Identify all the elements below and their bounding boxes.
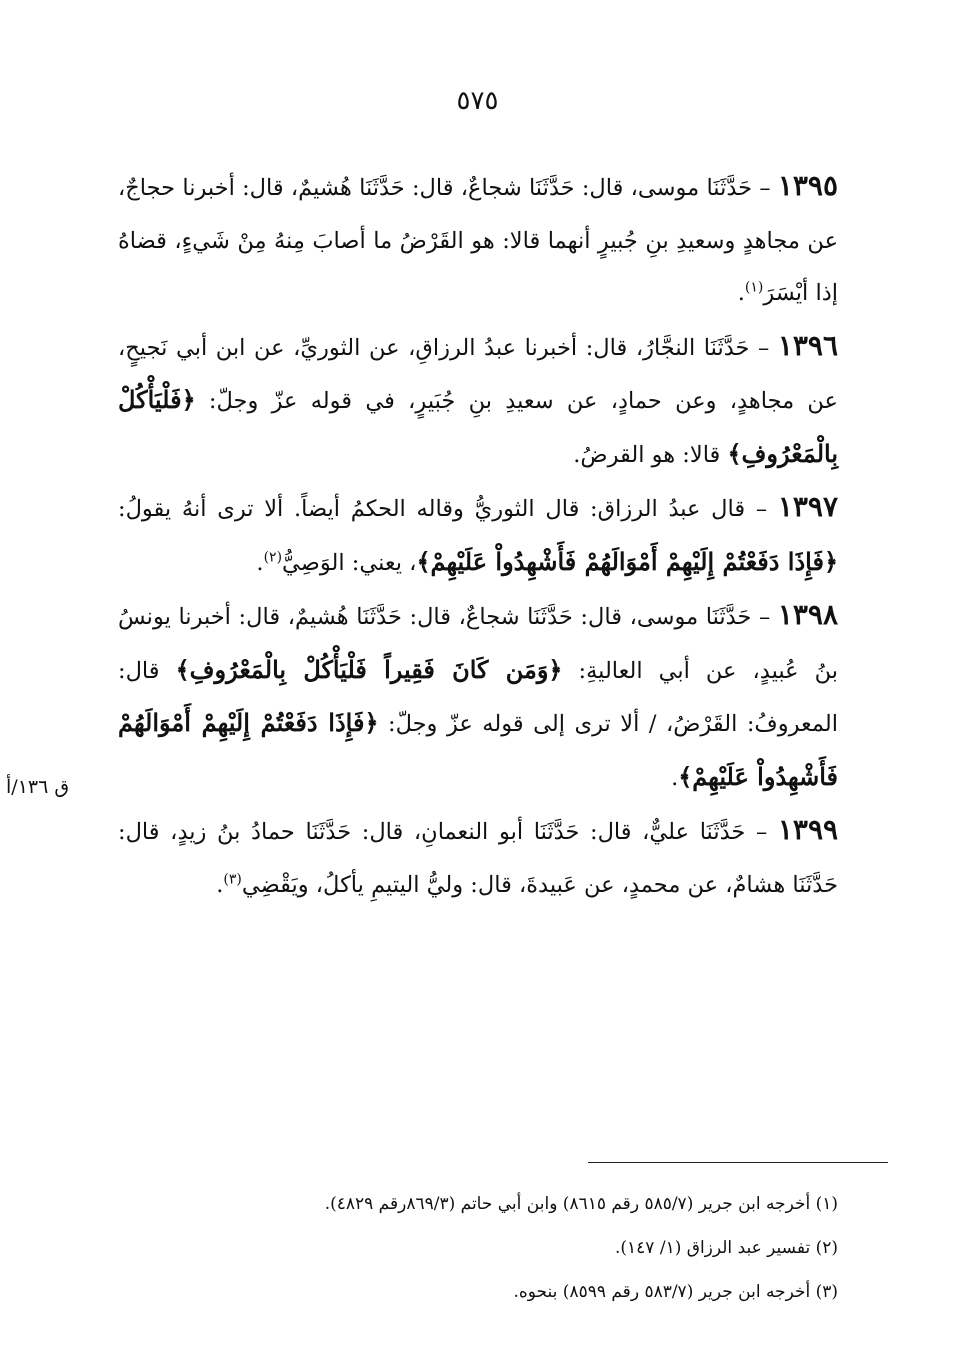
hadith-number: ١٣٩٨	[777, 598, 838, 631]
hadith-number: ١٣٩٧	[777, 490, 838, 523]
footnote: (٣) أخرجه ابن جرير (٥٨٣/٧ رقم ٨٥٩٩) بنحوه.	[513, 1282, 838, 1302]
margin-note: ق ١٣٦/أ	[6, 776, 70, 798]
quran-verse: ﴿فَإِذَا دَفَعْتُمْ إِلَيْهِمْ أَمْوَالَهُمْ فَأَشْهِدُواْ عَلَيْهِمْ﴾	[416, 546, 838, 576]
quran-verse: ﴿فَلْيَأْكُلْ بِالْمَعْرُوفِ﴾	[118, 385, 838, 468]
page-number: ٥٧٥	[456, 86, 499, 116]
hadith-text: – حَدَّثَنَا النجَّارُ، قال: أخبرنا عبدُ الرزاقِ، عن الثوريِّ، عن ابن أبي نَجيحٍ، عن مجاهدٍ، وعن حمادٍ، عن سعيدِ بنِ جُبَيرٍ، في قوله عزّ وجلّ:	[118, 334, 838, 414]
hadith-text: – حَدَّثَنَا موسى، قال: حَدَّثَنَا شجاعٌ، قال: حَدَّثَنَا هُشيمٌ، قال: أخبرنا حجاجٌ، عن مجاهدٍ وسعيدِ بنِ جُبيرٍ أنهما قالا: هو القَرْضُ ما أصابَ مِنهُ مِنْ شَيءٍ، قضاهُ إذا أيْسَرَ	[118, 175, 838, 306]
hadith-paragraph	[118, 160, 838, 320]
footnote: (١) أخرجه ابن جرير (٥٨٥/٧ رقم ٨٦١٥) وابن أبي حاتم (٨٦٩/٣رقم ٤٨٢٩).	[324, 1194, 838, 1214]
footnote-reference: (٢)	[263, 549, 283, 565]
footnote-reference: (٣)	[223, 871, 242, 887]
hadith-number: ١٣٩٦	[777, 328, 838, 362]
hadith-text: قال: المعروفُ: القَرْضُ، / ألا ترى إلى قوله عزّ وجلّ:	[118, 657, 839, 737]
hadith-text: – حَدَّثَنَا عليٌّ، قال: حَدَّثَنَا أبو النعمانِ، قال: حَدَّثَنَا حمادُ بنُ زيدٍ، قال: حَدَّثَنَا هشامٌ، عن محمدٍ، عن عَبيدةَ، قال: وليُّ اليتيمِ يأكلُ، ويَقْضِي	[118, 819, 838, 898]
footnote-reference: (١)	[744, 279, 764, 296]
hadith-text: .	[671, 764, 679, 791]
hadith-paragraph	[118, 804, 838, 911]
hadith-text: .	[737, 280, 745, 306]
hadith-number: ١٣٩٩	[777, 813, 839, 846]
quran-verse: ﴿فَإِذَا دَفَعْتُمْ إِلَيْهِمْ أَمْوَالَهُمْ فَأَشْهِدُواْ عَلَيْهِمْ﴾	[118, 708, 838, 791]
hadith-text: .	[256, 549, 264, 576]
hadith-text: – حَدَّثَنَا موسى، قال: حَدَّثَنَا شجاعٌ، قال: حَدَّثَنَا هُشيمٌ، قال: أخبرنا يونسُ بنُ عُبيدٍ، عن أبي العاليةِ:	[118, 604, 838, 684]
hadith-text: .	[216, 871, 224, 898]
footnote: (٢) تفسير عبد الرزاق (١/ ١٤٧).	[614, 1238, 838, 1258]
hadith-paragraph	[118, 481, 838, 589]
hadith-text: – قال عبدُ الرزاق: قال الثوريُّ وقاله الحكمُ أيضاً. ألا ترى أنهُ يقولُ:	[118, 496, 778, 522]
hadith-number: ١٣٩٥	[777, 169, 838, 202]
hadith-paragraph	[118, 320, 838, 482]
footnotes	[118, 1182, 838, 1314]
hadith-text: قالا: هو القرضُ.	[573, 441, 728, 468]
hadith-paragraph	[118, 589, 838, 804]
footnote-separator	[588, 1162, 888, 1163]
quran-verse: ﴿وَمَن كَانَ فَقِيراً فَلْيَأْكُلْ بِالْمَعْرُوفِ﴾	[175, 654, 563, 684]
body-text	[118, 160, 838, 911]
hadith-text: ، يعني: الوَصِيُّ	[282, 549, 417, 576]
